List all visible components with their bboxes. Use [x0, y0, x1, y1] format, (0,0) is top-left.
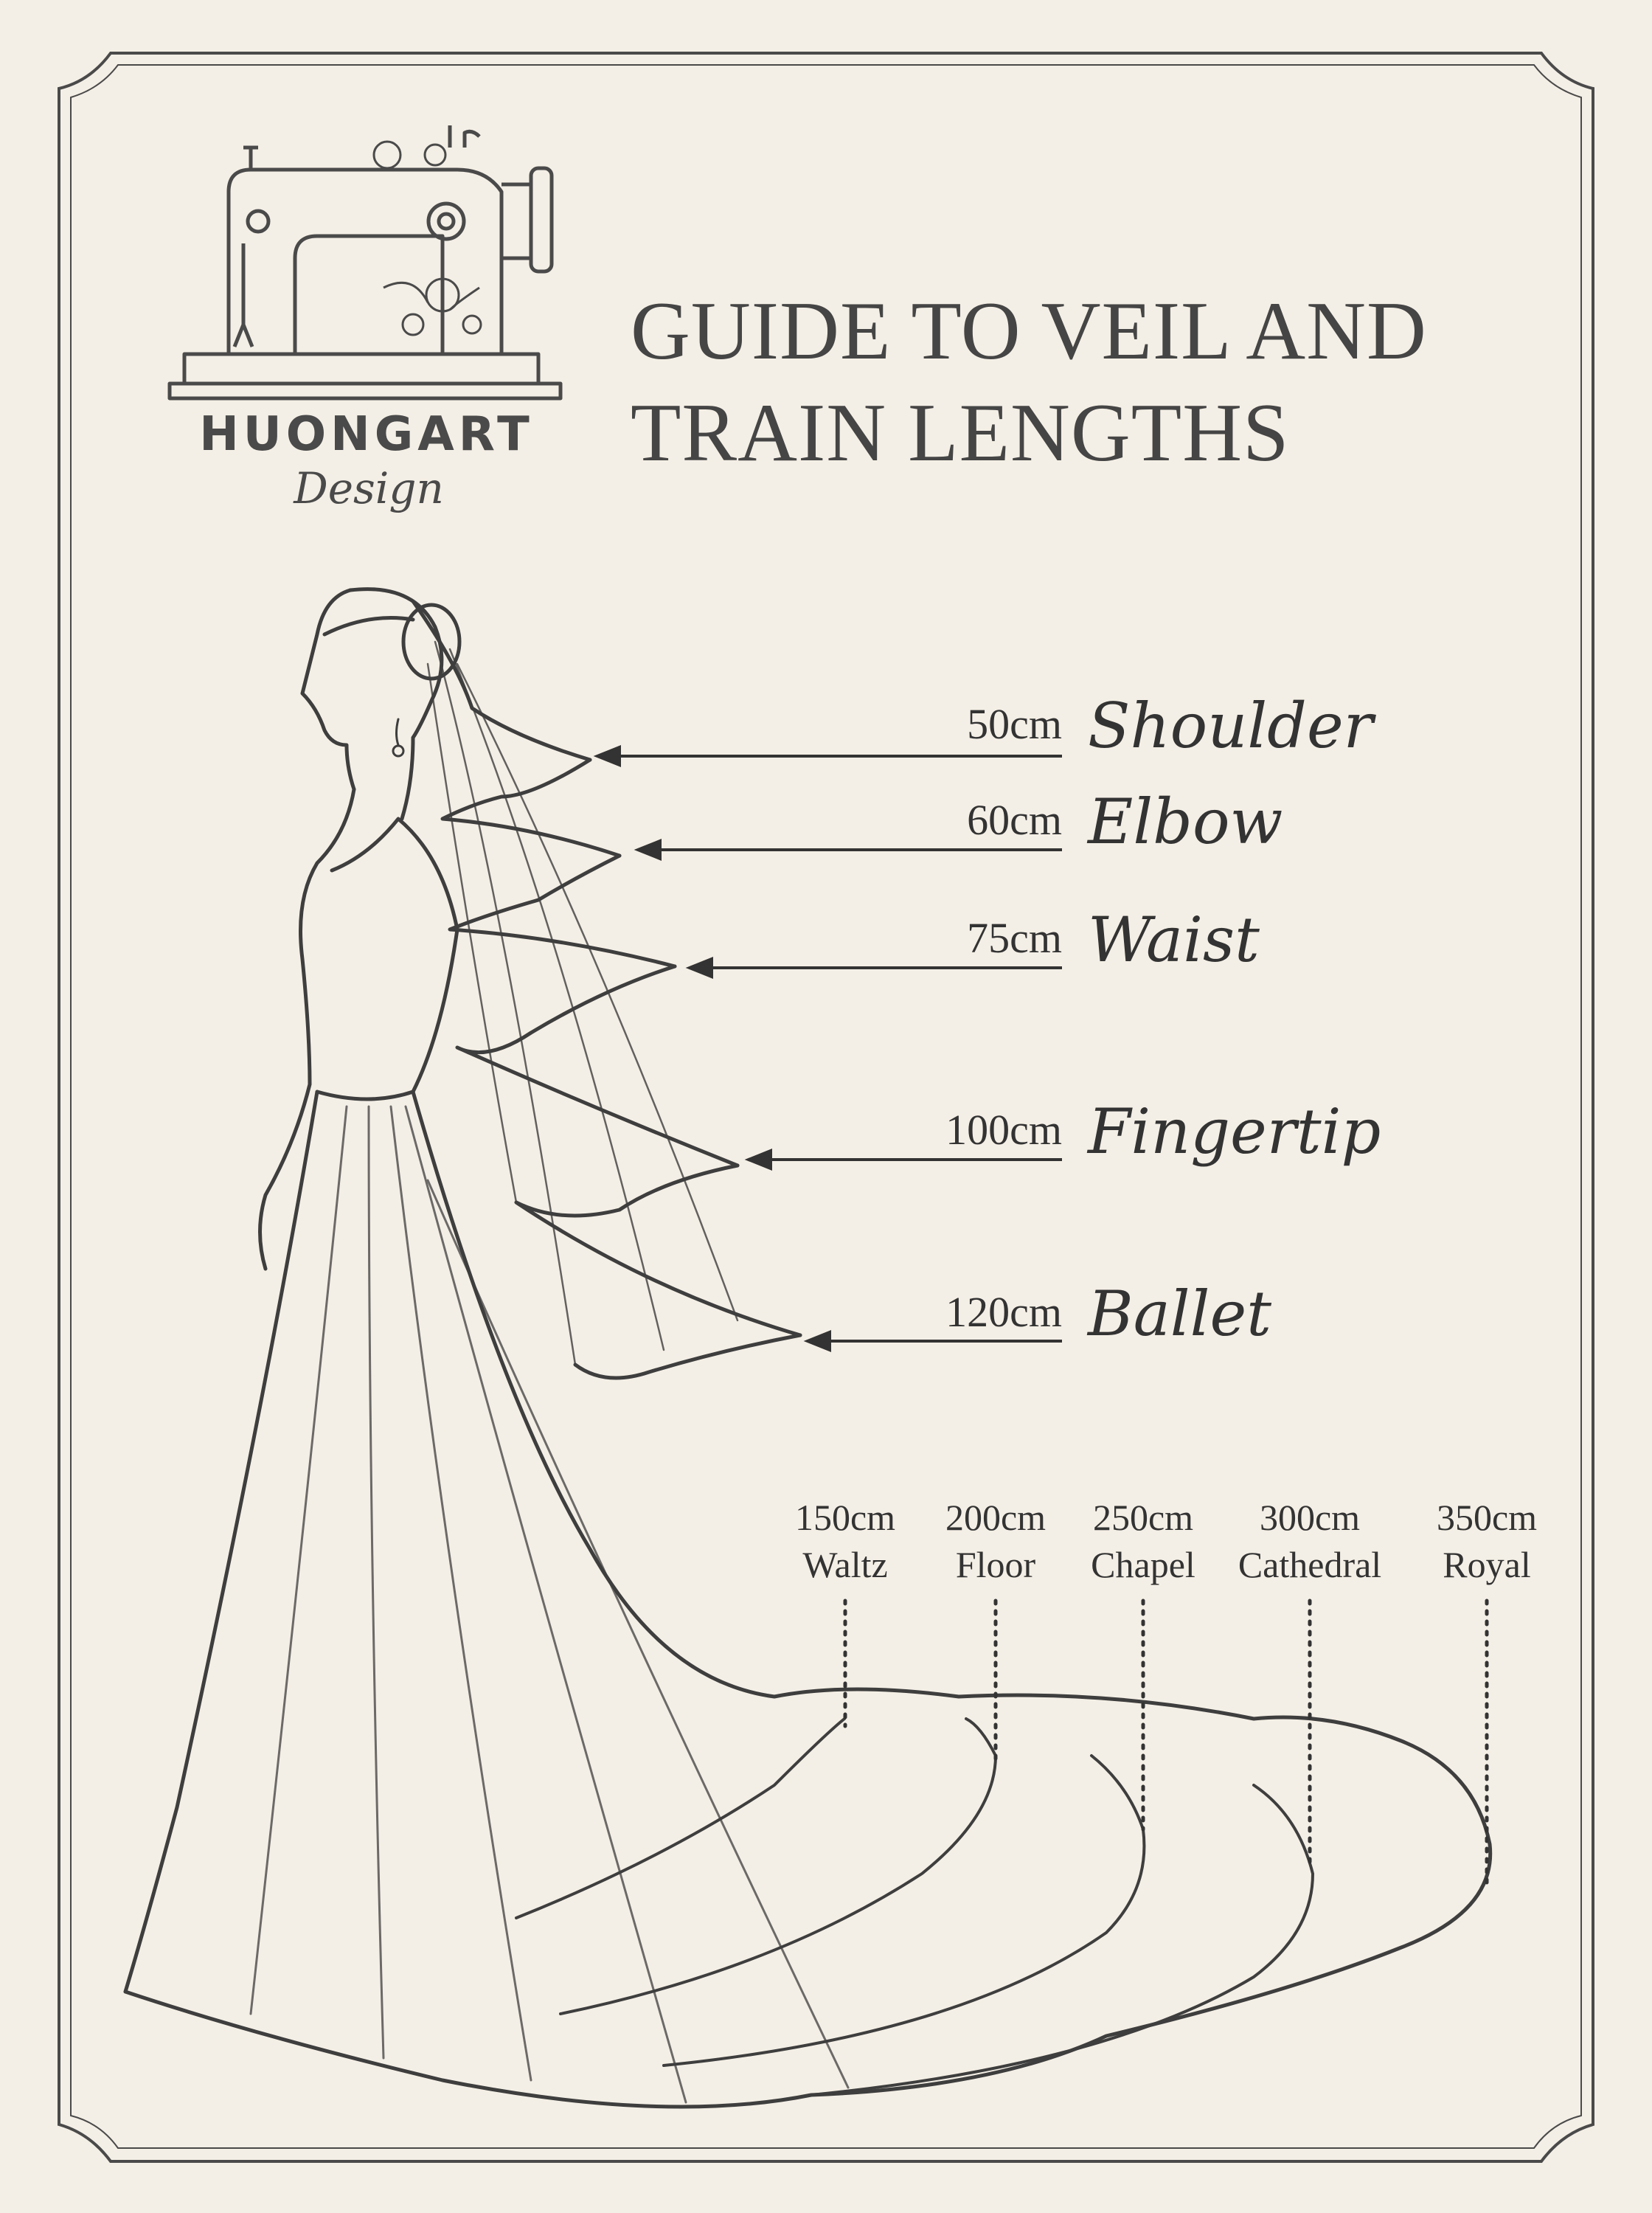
train-label-chapel [1055, 1494, 1232, 1588]
train-length-waltz: 150cm [794, 1497, 896, 1538]
veil-name-shoulder: Shoulder [1088, 690, 1373, 762]
veil-length-waist: 75cm [967, 914, 1062, 962]
train-name-chapel: Chapel [1091, 1544, 1195, 1585]
veil-length-elbow: 60cm [967, 796, 1062, 844]
train-length-royal: 350cm [1436, 1497, 1538, 1538]
title-line-1: GUIDE TO VEIL AND [631, 285, 1427, 377]
brand-name: HUONGART [199, 407, 534, 462]
train-label-royal [1398, 1494, 1575, 1588]
veil-length-ballet: 120cm [945, 1288, 1062, 1336]
train-length-chapel: 250cm [1092, 1497, 1194, 1538]
page-title [631, 280, 1427, 484]
train-name-floor: Floor [955, 1544, 1036, 1585]
train-name-cathedral: Cathedral [1238, 1544, 1382, 1585]
train-name-waltz: Waltz [802, 1544, 888, 1585]
veil-name-waist: Waist [1088, 904, 1260, 976]
brand-subtitle: Design [294, 463, 444, 513]
veil-name-ballet: Ballet [1088, 1278, 1272, 1350]
veil-length-fingertip: 100cm [945, 1106, 1062, 1154]
veil-name-elbow: Elbow [1088, 786, 1283, 858]
train-length-floor: 200cm [945, 1497, 1047, 1538]
veil-length-shoulder: 50cm [967, 700, 1062, 748]
title-line-2: TRAIN LENGTHS [631, 387, 1290, 479]
train-dotted-lines [845, 1601, 1487, 1888]
train-length-cathedral: 300cm [1259, 1497, 1361, 1538]
veil-name-fingertip: Fingertip [1088, 1095, 1381, 1168]
train-label-cathedral [1221, 1494, 1398, 1588]
sewing-machine-icon [170, 125, 560, 398]
train-name-royal: Royal [1443, 1544, 1531, 1585]
